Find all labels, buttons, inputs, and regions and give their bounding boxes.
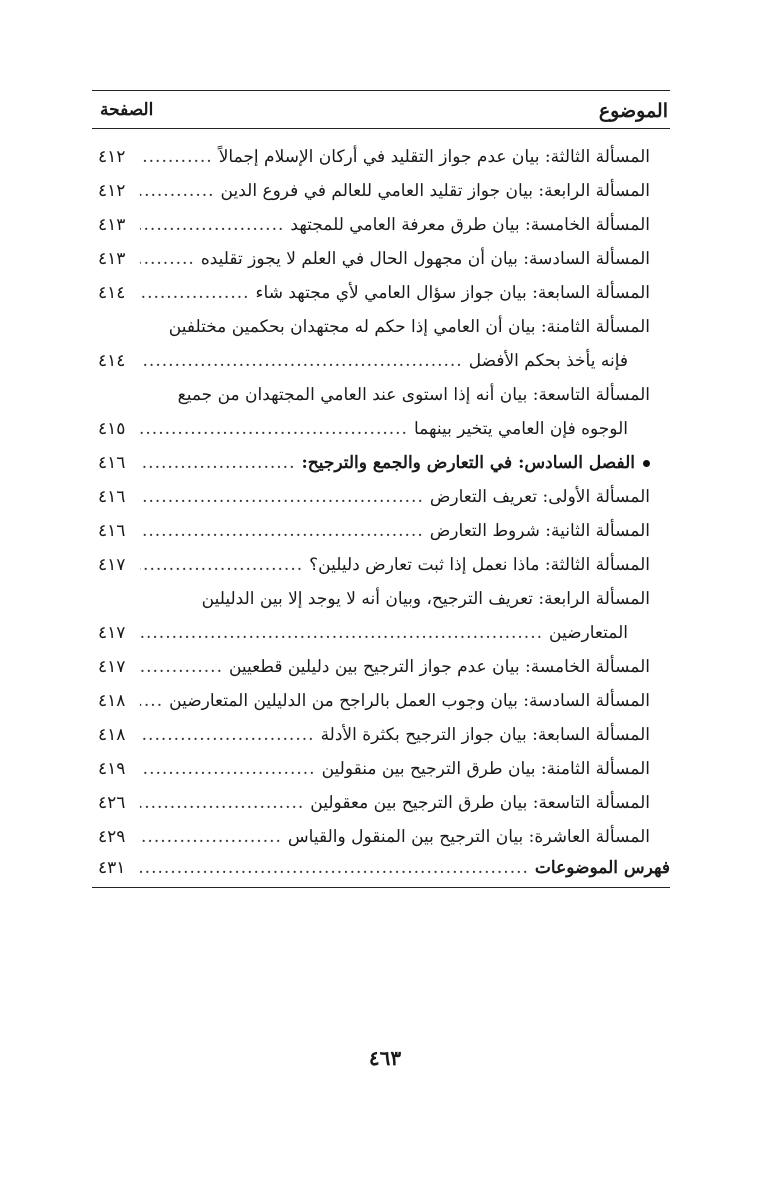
entry-page: ٤٢٦ bbox=[98, 793, 126, 813]
dot-leader bbox=[140, 446, 301, 480]
entry-page: ٤١٢ bbox=[98, 181, 126, 201]
entry-label: الفصل السادس bbox=[524, 453, 635, 473]
entry-label: المسألة التاسعة bbox=[538, 385, 650, 405]
entry-continuation: الوجوه فإن العامي يتخير بينهما bbox=[413, 419, 628, 439]
entry-heading bbox=[169, 684, 650, 718]
entry-page: ٤١٦ bbox=[98, 453, 126, 473]
toc-entry[interactable] bbox=[98, 480, 650, 514]
dot-leader bbox=[140, 514, 430, 548]
label-separator: : bbox=[517, 249, 530, 269]
entry-topic: بيان طرق الترجيح بين منقولين bbox=[321, 759, 536, 779]
toc-entry[interactable] bbox=[98, 650, 650, 684]
entry-label: المسألة الخامسة bbox=[530, 657, 650, 677]
entry-heading bbox=[322, 752, 650, 786]
entry-topic: بيان جواز تقليد العامي للعالم في فروع الدين bbox=[220, 181, 534, 201]
label-separator: : bbox=[519, 657, 531, 677]
entry-page: ٤١٢ bbox=[98, 147, 126, 167]
dot-leader bbox=[140, 548, 309, 582]
chapter-entry[interactable] bbox=[98, 446, 650, 480]
entry-heading bbox=[310, 786, 650, 820]
toc-entry[interactable] bbox=[98, 514, 650, 548]
toc-entry[interactable] bbox=[98, 242, 650, 276]
entry-topic: بيان طرق الترجيح بين معقولين bbox=[310, 793, 528, 813]
entry-heading bbox=[309, 548, 650, 582]
entry-page: ٤١٧ bbox=[98, 555, 126, 575]
entry-heading bbox=[430, 480, 650, 514]
entry-label: المسألة الثالثة bbox=[550, 147, 650, 167]
entry-topic: بيان عدم جواز الترجيح بين دليلين قطعيين bbox=[228, 657, 520, 677]
entry-topic: بيان أنه إذا استوى عند العامي المجتهدان من جميع bbox=[177, 385, 528, 405]
label-separator: : bbox=[527, 793, 539, 813]
entry-topic: في التعارض والجمع والترجيح: bbox=[301, 453, 513, 473]
entry-heading bbox=[169, 310, 650, 344]
entry-heading bbox=[290, 208, 650, 242]
entry-topic: بيان جواز سؤال العامي لأي مجتهد شاء bbox=[255, 283, 527, 303]
entry-page: ٤١٨ bbox=[98, 725, 126, 745]
label-separator: : bbox=[533, 589, 545, 609]
toc-entry[interactable] bbox=[98, 174, 650, 208]
toc-entry[interactable] bbox=[98, 582, 650, 650]
entry-topic: بيان عدم جواز التقليد في أركان الإسلام إجمالاً bbox=[218, 147, 540, 167]
entry-label: المسألة الرابعة bbox=[544, 589, 650, 609]
entry-label: المسألة السابعة bbox=[537, 725, 650, 745]
entry-label: المسألة الثانية bbox=[551, 521, 650, 541]
dot-leader bbox=[140, 718, 321, 752]
entry-page: ٤١٩ bbox=[98, 759, 126, 779]
entry-topic: شروط التعارض bbox=[429, 521, 540, 541]
toc-entry[interactable] bbox=[98, 718, 650, 752]
dot-leader bbox=[140, 480, 430, 514]
entry-heading bbox=[229, 650, 650, 684]
dot-leader bbox=[140, 412, 414, 446]
dot-leader bbox=[140, 208, 290, 242]
entry-page: ٤١٤ bbox=[98, 351, 126, 371]
header-rule bbox=[92, 128, 670, 129]
label-separator: : bbox=[533, 181, 545, 201]
entry-page: ٤١٣ bbox=[98, 215, 126, 235]
topic-column-header: الموضوع bbox=[598, 100, 668, 122]
label-separator: : bbox=[523, 827, 535, 847]
entry-page: ٤٢٩ bbox=[98, 827, 126, 847]
entry-page: ٤١٧ bbox=[98, 657, 126, 677]
entry-continuation: المتعارضين bbox=[549, 623, 628, 643]
label-separator: : bbox=[537, 487, 549, 507]
entry-continuation: فإنه يأخذ بحكم الأفضل bbox=[468, 351, 628, 371]
toc-entry[interactable] bbox=[98, 140, 650, 174]
entry-label: المسألة السابعة bbox=[537, 283, 650, 303]
label-separator: : bbox=[527, 385, 539, 405]
index-entry-title: فهرس الموضوعات bbox=[534, 858, 670, 878]
entry-heading bbox=[219, 140, 650, 174]
toc-entry[interactable] bbox=[98, 310, 650, 378]
entry-page: ٤١٣ bbox=[98, 249, 126, 269]
bottom-rule bbox=[92, 887, 670, 888]
entry-topic: بيان أن مجهول الحال في العلم لا يجوز تقليده bbox=[200, 249, 518, 269]
entry-heading bbox=[256, 276, 650, 310]
entry-topic: بيان الترجيح بين المنقول والقياس bbox=[287, 827, 524, 847]
toc-entry[interactable] bbox=[98, 208, 650, 242]
dot-leader bbox=[140, 858, 535, 878]
entry-heading bbox=[321, 718, 650, 752]
dot-leader bbox=[140, 786, 310, 820]
table-of-contents bbox=[98, 140, 650, 854]
toc-entry[interactable] bbox=[98, 378, 650, 446]
entry-page: ٤١٦ bbox=[98, 487, 126, 507]
entry-page: ٤١٤ bbox=[98, 283, 126, 303]
entry-page: ٤١٦ bbox=[98, 521, 126, 541]
toc-entry[interactable] bbox=[98, 786, 650, 820]
entry-label: المسألة التاسعة bbox=[538, 793, 650, 813]
dot-leader bbox=[140, 684, 169, 718]
dot-leader bbox=[140, 140, 219, 174]
entry-label: المسألة الرابعة bbox=[544, 181, 650, 201]
entry-page: ٤١٥ bbox=[98, 419, 126, 439]
label-separator: : bbox=[526, 283, 538, 303]
top-rule bbox=[92, 90, 670, 91]
entry-label: المسألة الثامنة bbox=[546, 759, 650, 779]
entry-topic: ماذا نعمل إذا ثبت تعارض دليلين؟ bbox=[309, 555, 540, 575]
entry-heading bbox=[202, 582, 650, 616]
dot-leader bbox=[140, 242, 201, 276]
entry-heading bbox=[430, 514, 650, 548]
page-number: ٤٦٣ bbox=[368, 1046, 402, 1070]
toc-entry[interactable] bbox=[98, 820, 650, 854]
label-separator: : bbox=[535, 759, 547, 779]
entry-topic: بيان طرق معرفة العامي للمجتهد bbox=[290, 215, 520, 235]
label-separator: : bbox=[517, 691, 530, 711]
entry-heading bbox=[288, 820, 650, 854]
label-separator: : bbox=[539, 521, 552, 541]
index-entry-page: ٤٣١ bbox=[98, 858, 126, 878]
dot-leader bbox=[140, 752, 322, 786]
entry-topic: بيان وجوب العمل بالراجح من الدليلين المتعارضين bbox=[169, 691, 518, 711]
entry-label: المسألة العاشرة bbox=[534, 827, 650, 847]
toc-entry[interactable] bbox=[98, 276, 650, 310]
label-separator: : bbox=[539, 147, 551, 167]
dot-leader bbox=[140, 174, 221, 208]
entry-heading bbox=[301, 446, 650, 480]
label-separator: : bbox=[535, 317, 547, 337]
toc-entry[interactable] bbox=[98, 752, 650, 786]
entry-label: المسألة الثامنة bbox=[546, 317, 650, 337]
label-separator: : bbox=[526, 725, 538, 745]
bullet-icon bbox=[643, 460, 650, 467]
entry-label: المسألة السادسة bbox=[529, 691, 650, 711]
entry-label: المسألة الثالثة bbox=[550, 555, 650, 575]
dot-leader bbox=[140, 650, 229, 684]
entry-label: المسألة الخامسة bbox=[530, 215, 650, 235]
dot-leader bbox=[140, 276, 256, 310]
entry-heading bbox=[221, 174, 650, 208]
entry-label: المسألة الأولى bbox=[548, 487, 650, 507]
entry-label: المسألة السادسة bbox=[529, 249, 650, 269]
toc-entry[interactable] bbox=[98, 548, 650, 582]
label-separator: : bbox=[519, 215, 531, 235]
entry-page: ٤١٨ bbox=[98, 691, 126, 711]
dot-leader bbox=[140, 344, 469, 378]
entry-heading bbox=[178, 378, 650, 412]
entry-topic: تعريف التعارض bbox=[429, 487, 538, 507]
entry-topic: تعريف الترجيح، وبيان أنه لا يوجد إلا بين الدليلين bbox=[201, 589, 534, 609]
entry-topic: بيان أن العامي إذا حكم له مجتهدان بحكمين مختلفين bbox=[168, 317, 536, 337]
dot-leader bbox=[140, 616, 549, 650]
toc-entry[interactable] bbox=[98, 684, 650, 718]
page-column-header: الصفحة bbox=[100, 100, 154, 120]
label-separator: : bbox=[512, 453, 525, 473]
entry-page: ٤١٧ bbox=[98, 623, 126, 643]
dot-leader bbox=[140, 820, 288, 854]
label-separator: : bbox=[539, 555, 551, 575]
entry-heading bbox=[201, 242, 650, 276]
entry-topic: بيان جواز الترجيح بكثرة الأدلة bbox=[320, 725, 527, 745]
